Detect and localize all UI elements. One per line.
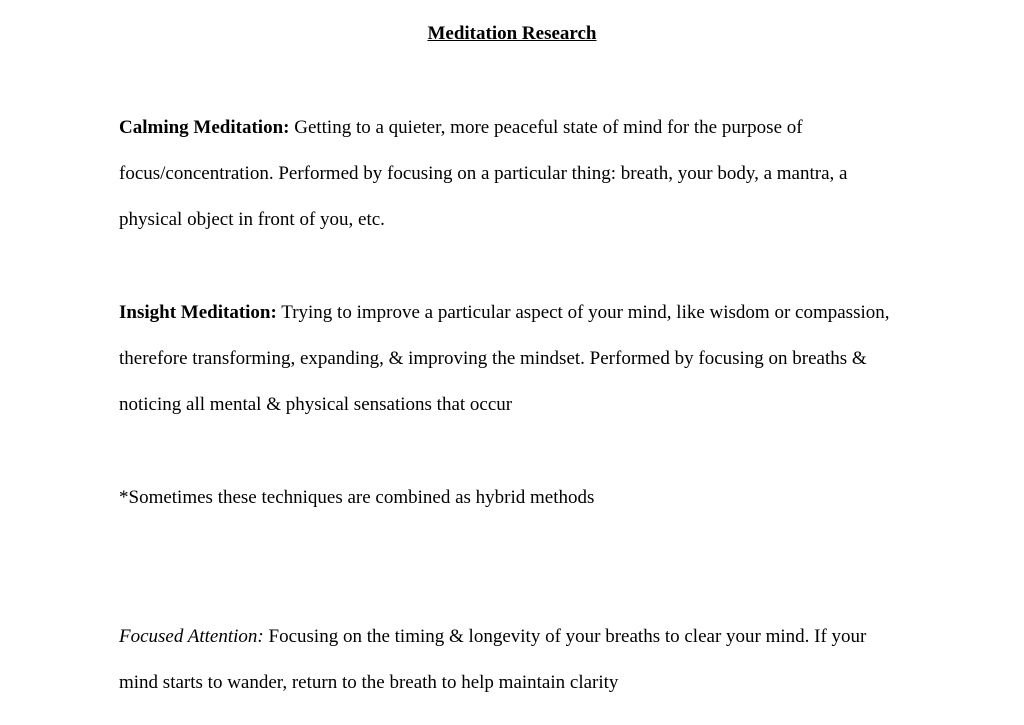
insight-meditation-body: Trying to improve a particular aspect of your mind, like wisdom or compassion, therefore transforming, expanding, & improving the mindset. Performed by focusing on breaths & noticing all mental & physical sensations that occur — [119, 302, 890, 415]
insight-meditation-paragraph — [119, 290, 909, 428]
focused-attention-term: Focused Attention: — [119, 626, 264, 647]
calming-meditation-term: Calming Meditation: — [119, 117, 290, 138]
focused-attention-body: Focusing on the timing & longevity of your breaths to clear your mind. If your mind starts to wander, return to the breath to help maintain clarity — [119, 626, 867, 693]
calming-meditation-paragraph — [119, 105, 909, 243]
focused-attention-paragraph — [119, 614, 909, 706]
document-title: Meditation Research — [427, 23, 597, 44]
calming-meditation-body: Getting to a quieter, more peaceful state of mind for the purpose of focus/concentration. Performed by focusing on a particular thing: breath, your body, a mantra, a physical object in front of you, etc. — [119, 117, 848, 230]
insight-meditation-term: Insight Meditation: — [119, 302, 277, 323]
hybrid-methods-note: *Sometimes these techniques are combined as hybrid methods — [119, 487, 595, 508]
